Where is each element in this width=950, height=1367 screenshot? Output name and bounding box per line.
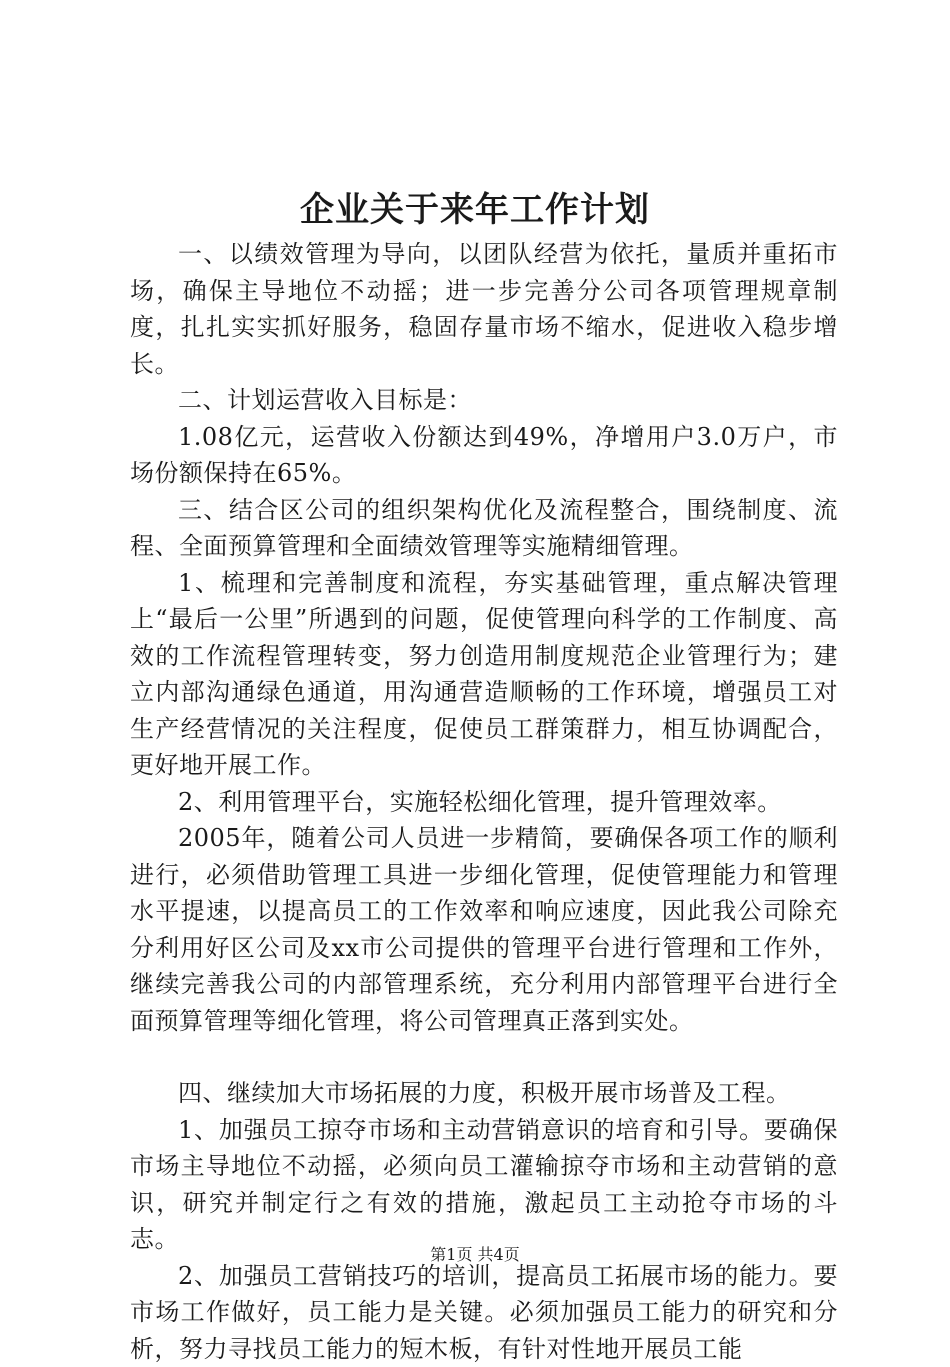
paragraph: 四、继续加大市场拓展的力度，积极开展市场普及工程。 [130, 1075, 838, 1112]
paragraph: 二、计划运营收入目标是： [130, 382, 838, 419]
paragraph: 1.08亿元，运营收入份额达到49%，净增用户3.0万户，市场份额保持在65%。 [130, 419, 838, 492]
paragraph: 1、梳理和完善制度和流程，夯实基础管理，重点解决管理上“最后一公里”所遇到的问题，促使管理向科学的工作制度、高效的工作流程管理转变，努力创造用制度规范企业管理行为；建立内部沟通绿色通道，用沟通营造顺畅的工作环境，增强员工对生产经营情况的关注程度，促使员工群策群力，相互协调配合，更好地开展工作。 [130, 565, 838, 784]
paragraph: 1、加强员工掠夺市场和主动营销意识的培育和引导。要确保市场主导地位不动摇，必须向员工灌输掠夺市场和主动营销的意识，研究并制定行之有效的措施，激起员工主动抢夺市场的斗志。 [130, 1112, 838, 1258]
paragraph: 三、结合区公司的组织架构优化及流程整合，围绕制度、流程、全面预算管理和全面绩效管理等实施精细管理。 [130, 492, 838, 565]
page-footer: 第1页 共4页 [0, 1244, 950, 1266]
document-body [130, 236, 838, 1367]
paragraph: 2、加强员工营销技巧的培训，提高员工拓展市场的能力。要市场工作做好，员工能力是关键。必须加强员工能力的研究和分析，努力寻找员工能力的短木板，有针对性地开展员工能 [130, 1258, 838, 1367]
paragraph: 2005年，随着公司人员进一步精简，要确保各项工作的顺利进行，必须借助管理工具进一步细化管理，促使管理能力和管理水平提速，以提高员工的工作效率和响应速度，因此我公司除充分利用好区公司及xx市公司提供的管理平台进行管理和工作外，继续完善我公司的内部管理系统，充分利用内部管理平台进行全面预算管理等细化管理，将公司管理真正落到实处。 [130, 820, 838, 1039]
paragraph: 2、利用管理平台，实施轻松细化管理，提升管理效率。 [130, 784, 838, 821]
document-title: 企业关于来年工作计划 [0, 186, 950, 234]
paragraph: 一、以绩效管理为导向，以团队经营为依托，量质并重拓市场，确保主导地位不动摇；进一步完善分公司各项管理规章制度，扎扎实实抓好服务，稳固存量市场不缩水，促进收入稳步增长。 [130, 236, 838, 382]
